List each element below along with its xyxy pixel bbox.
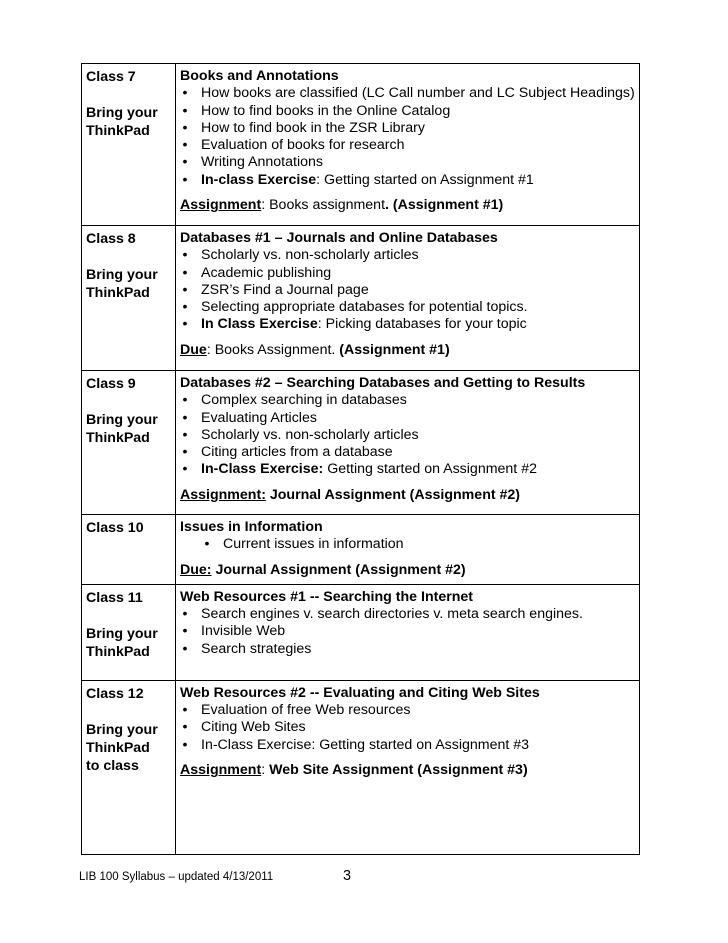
bullet-icon: • xyxy=(182,85,188,102)
list-item-exercise: • In-class Exercise: Getting started on Assignment #1 xyxy=(180,172,639,189)
bullet-icon: • xyxy=(182,247,188,264)
class-number: Class 8 xyxy=(86,231,136,247)
bullet-icon: • xyxy=(182,640,188,657)
footer-text: LIB 100 Syllabus – updated 4/13/2011 xyxy=(79,871,274,883)
bullet-icon: • xyxy=(182,281,188,298)
class-topic-title: Books and Annotations xyxy=(180,68,339,84)
list-item: • Citing Web Sites xyxy=(180,719,639,736)
class-row-12 xyxy=(82,680,640,854)
bullet-icon: • xyxy=(182,426,188,443)
bullet-icon: • xyxy=(182,606,188,623)
list-item: • Evaluation of free Web resources xyxy=(180,702,639,719)
bring-reminder: ThinkPad xyxy=(86,739,150,756)
class-label-cell xyxy=(82,584,176,680)
class-topic-title: Issues in Information xyxy=(180,519,323,535)
assignment-note: Assignment: Books assignment. (Assignment #1) xyxy=(180,197,504,214)
class-label-cell xyxy=(82,371,176,515)
class-row-10 xyxy=(82,515,640,585)
list-item: • Complex searching in databases xyxy=(180,392,639,409)
class-label-cell xyxy=(82,515,176,585)
bring-reminder: Bring your xyxy=(86,721,158,738)
bullet-icon: • xyxy=(182,102,188,119)
class-label-cell xyxy=(82,226,176,371)
list-item: • Academic publishing xyxy=(180,265,639,282)
list-item: • Search strategies xyxy=(180,641,639,658)
bullet-icon: • xyxy=(182,461,188,478)
list-item: • Current issues in information xyxy=(180,536,639,553)
list-item: • Scholarly vs. non-scholarly articles xyxy=(180,427,639,444)
class-content-cell xyxy=(176,226,640,371)
class-number: Class 12 xyxy=(86,685,144,702)
list-item: • ZSR’s Find a Journal page xyxy=(180,282,639,299)
list-item-exercise: • In Class Exercise: Picking databases for your topic xyxy=(180,316,639,333)
class-content-cell xyxy=(176,64,640,226)
bullet-icon: • xyxy=(182,623,188,640)
bullet-icon: • xyxy=(182,316,188,333)
class-label-cell xyxy=(82,680,176,854)
bring-reminder: Bring your xyxy=(86,625,158,642)
bring-reminder: Bring your xyxy=(86,105,158,121)
class-number: Class 9 xyxy=(86,376,136,392)
list-item: • How to find books in the Online Catalog xyxy=(180,103,639,120)
class-content-cell xyxy=(176,515,640,585)
list-item: • In-Class Exercise: Getting started on Assignment #3 xyxy=(180,737,639,754)
bullet-icon: • xyxy=(182,154,188,171)
list-item: • Selecting appropriate databases for potential topics. xyxy=(180,299,639,316)
list-item: • Search engines v. search directories v. meta search engines. xyxy=(180,606,639,623)
bullet-icon: • xyxy=(182,702,188,719)
assignment-note: Assignment: Journal Assignment (Assignment #2) xyxy=(180,486,521,503)
list-item: • Writing Annotations xyxy=(180,154,639,171)
class-topic-title: Web Resources #2 -- Evaluating and Citing Web Sites xyxy=(180,684,540,701)
class-row-7 xyxy=(82,64,640,226)
class-content-cell xyxy=(176,584,640,680)
assignment-note: Assignment: Web Site Assignment (Assignment #3) xyxy=(180,762,528,779)
list-item: • How to find book in the ZSR Library xyxy=(180,120,639,137)
bring-reminder: ThinkPad xyxy=(86,430,150,446)
bullet-icon: • xyxy=(182,444,188,461)
list-item: • Citing articles from a database xyxy=(180,444,639,461)
due-note: Due: Journal Assignment (Assignment #2) xyxy=(180,561,466,578)
class-topic-title: Web Resources #1 -- Searching the Internet xyxy=(180,588,474,605)
bring-reminder: ThinkPad xyxy=(86,643,150,660)
class-content-cell xyxy=(176,371,640,515)
due-note: Due: Books Assignment. (Assignment #1) xyxy=(180,341,450,358)
class-label-cell xyxy=(82,64,176,226)
class-row-9 xyxy=(82,371,640,515)
bullet-icon: • xyxy=(182,264,188,281)
bullet-icon: • xyxy=(182,137,188,154)
bring-reminder: ThinkPad xyxy=(86,285,150,301)
bring-reminder: Bring your xyxy=(86,412,158,428)
list-item: • Invisible Web xyxy=(180,623,639,640)
list-item-exercise: • In-Class Exercise: Getting started on Assignment #2 xyxy=(180,461,639,478)
bullet-icon: • xyxy=(182,392,188,409)
list-item: • Evaluation of books for research xyxy=(180,137,639,154)
class-topic-title: Databases #1 – Journals and Online Databases xyxy=(180,230,498,246)
list-item: • Evaluating Articles xyxy=(180,410,639,427)
class-number: Class 10 xyxy=(86,520,144,536)
class-number: Class 7 xyxy=(86,69,136,85)
class-topic-title: Databases #2 – Searching Databases and Getting to Results xyxy=(180,375,586,391)
bring-reminder: ThinkPad xyxy=(86,123,150,139)
list-item: • Scholarly vs. non-scholarly articles xyxy=(180,247,639,264)
bullet-icon: • xyxy=(182,299,188,316)
bring-reminder: to class xyxy=(86,757,139,774)
bullet-icon: • xyxy=(182,719,188,736)
class-number: Class 11 xyxy=(86,589,143,606)
class-row-11 xyxy=(82,584,640,680)
bullet-icon: • xyxy=(182,736,188,753)
bullet-icon: • xyxy=(182,119,188,136)
class-content-cell xyxy=(176,680,640,854)
bullet-icon: • xyxy=(182,409,188,426)
syllabus-schedule-table xyxy=(81,63,640,855)
class-row-8 xyxy=(82,226,640,371)
bullet-icon: • xyxy=(204,536,210,553)
list-item: • How books are classified (LC Call number and LC Subject Headings) xyxy=(180,85,639,102)
bring-reminder: Bring your xyxy=(86,267,158,283)
bullet-icon: • xyxy=(182,171,188,188)
page-number: 3 xyxy=(343,868,352,884)
